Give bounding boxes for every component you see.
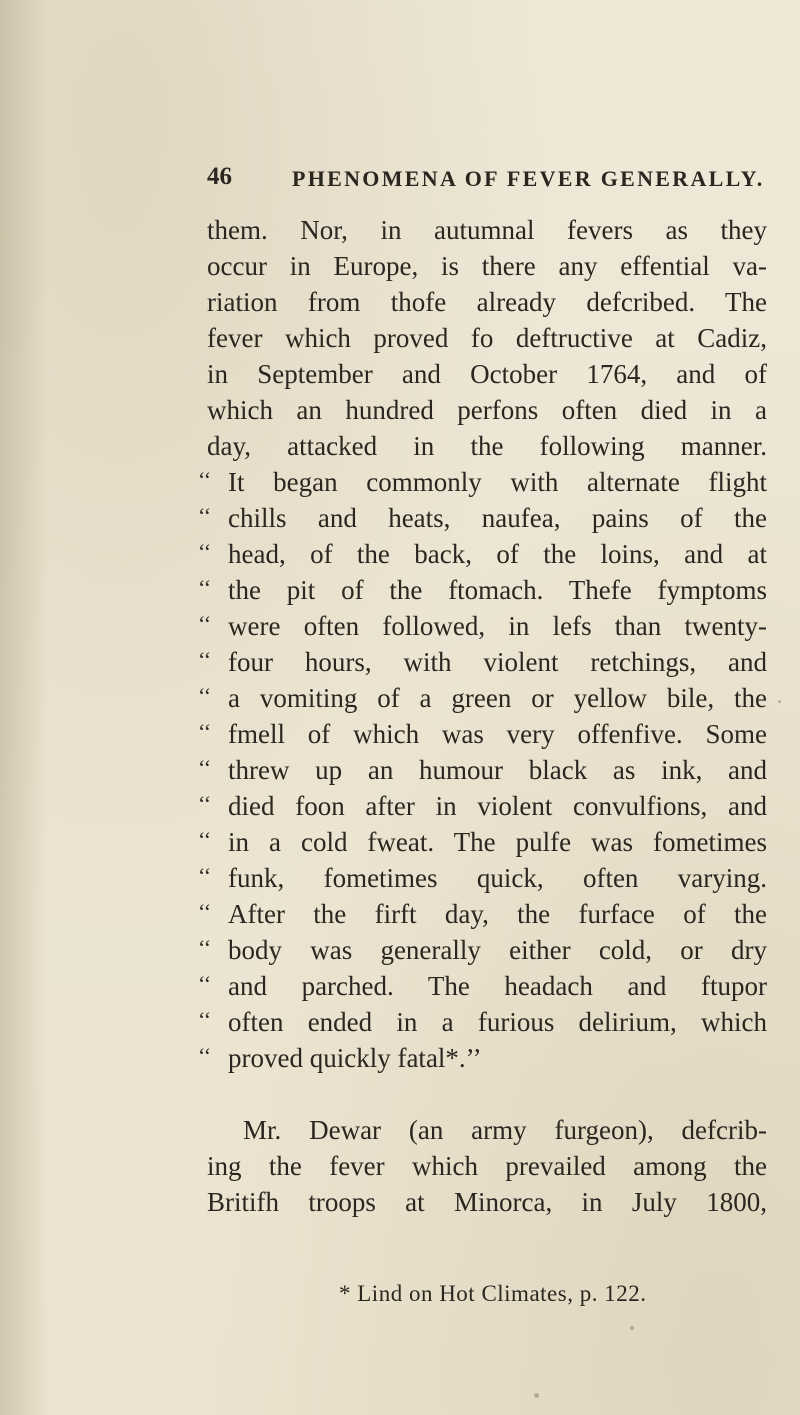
quote-text: a vomiting of a green or yellow bile, the (228, 683, 767, 713)
quote-line (198, 572, 767, 608)
quote-mark: ‘‘ (198, 575, 212, 600)
text-line: Mr. Dewar (an army furgeon), defcrib- (243, 1115, 767, 1145)
quote-mark: ‘‘ (198, 719, 212, 744)
quote-line (198, 860, 767, 896)
quote-line (198, 1040, 767, 1076)
quote-line (198, 824, 767, 860)
quote-mark: ‘‘ (198, 935, 212, 960)
quote-mark: ‘‘ (198, 827, 212, 852)
quote-text: body was generally either cold, or dry (228, 935, 767, 965)
quote-text: It began commonly with alternate flight (228, 467, 767, 497)
quote-mark: ‘‘ (198, 1007, 212, 1032)
quote-mark: ‘‘ (198, 899, 212, 924)
quote-mark: ‘‘ (198, 863, 212, 888)
text-line: in September and October 1764, and of (207, 359, 767, 389)
text-line: them. Nor, in autumnal fevers as they (207, 215, 767, 245)
text-line: which an hundred perfons often died in a (207, 395, 767, 425)
page-edge-shadow (0, 0, 48, 1415)
quote-line (198, 680, 767, 716)
quote-text: four hours, with violent retchings, and (228, 647, 767, 677)
quote-text: funk, fometimes quick, often varying. (228, 863, 767, 893)
quote-mark: ‘‘ (198, 503, 212, 528)
quote-text: often ended in a furious delirium, which (228, 1007, 767, 1037)
running-head: PHENOMENA OF FEVER GENERALLY. (292, 166, 765, 191)
quote-mark: ‘‘ (198, 647, 212, 672)
quote-mark: ‘‘ (198, 971, 212, 996)
page-number: 46 (207, 163, 232, 190)
text-line: fever which proved fo deftructive at Cadiz, (207, 323, 767, 353)
quote-line (198, 1004, 767, 1040)
quote-text: chills and heats, naufea, pains of the (228, 503, 767, 533)
quote-text: died foon after in violent convulfions, and (228, 791, 767, 821)
quote-mark: ‘‘ (198, 683, 212, 708)
quote-line (198, 536, 767, 572)
quote-line (198, 932, 767, 968)
page-header (207, 163, 767, 199)
quote-line (198, 644, 767, 680)
quote-line (198, 608, 767, 644)
quote-mark: ‘‘ (198, 1043, 212, 1068)
quote-text: After the firft day, the furface of the (228, 899, 767, 929)
quote-text: the pit of the ftomach. Thefe fymptoms (228, 575, 767, 605)
quote-mark: ‘‘ (198, 755, 212, 780)
paper-speck (778, 700, 781, 703)
paper-speck (630, 1326, 634, 1330)
quote-line (198, 968, 767, 1004)
quote-line (198, 716, 767, 752)
text-line: Britifh troops at Minorca, in July 1800, (207, 1187, 767, 1217)
quote-mark: ‘‘ (198, 467, 212, 492)
quote-text: threw up an humour black as ink, and (228, 755, 767, 785)
quote-text: head, of the back, of the loins, and at (228, 539, 767, 569)
quote-text: fmell of which was very offenfive. Some (228, 719, 767, 749)
quote-line (198, 500, 767, 536)
quote-line (198, 896, 767, 932)
quote-line (198, 788, 767, 824)
quote-text: in a cold fweat. The pulfe was fometimes (228, 827, 767, 857)
quote-text: and parched. The headach and ftupor (228, 971, 767, 1001)
text-line: riation from thofe already defcribed. The (207, 287, 767, 317)
quote-line (198, 752, 767, 788)
quote-text: proved quickly fatal*.’’ (228, 1043, 482, 1073)
quote-mark: ‘‘ (198, 611, 212, 636)
quote-line (198, 464, 767, 500)
quote-mark: ‘‘ (198, 791, 212, 816)
quote-mark: ‘‘ (198, 539, 212, 564)
quote-text: were often followed, in lefs than twenty- (228, 611, 767, 641)
text-line: day, attacked in the following manner. (207, 431, 767, 461)
paper-speck (534, 1393, 539, 1398)
text-line: ing the fever which prevailed among the (207, 1151, 767, 1181)
text-line: occur in Europe, is there any effential va- (207, 251, 767, 281)
footnote: * Lind on Hot Climates, p. 122. (339, 1281, 647, 1306)
